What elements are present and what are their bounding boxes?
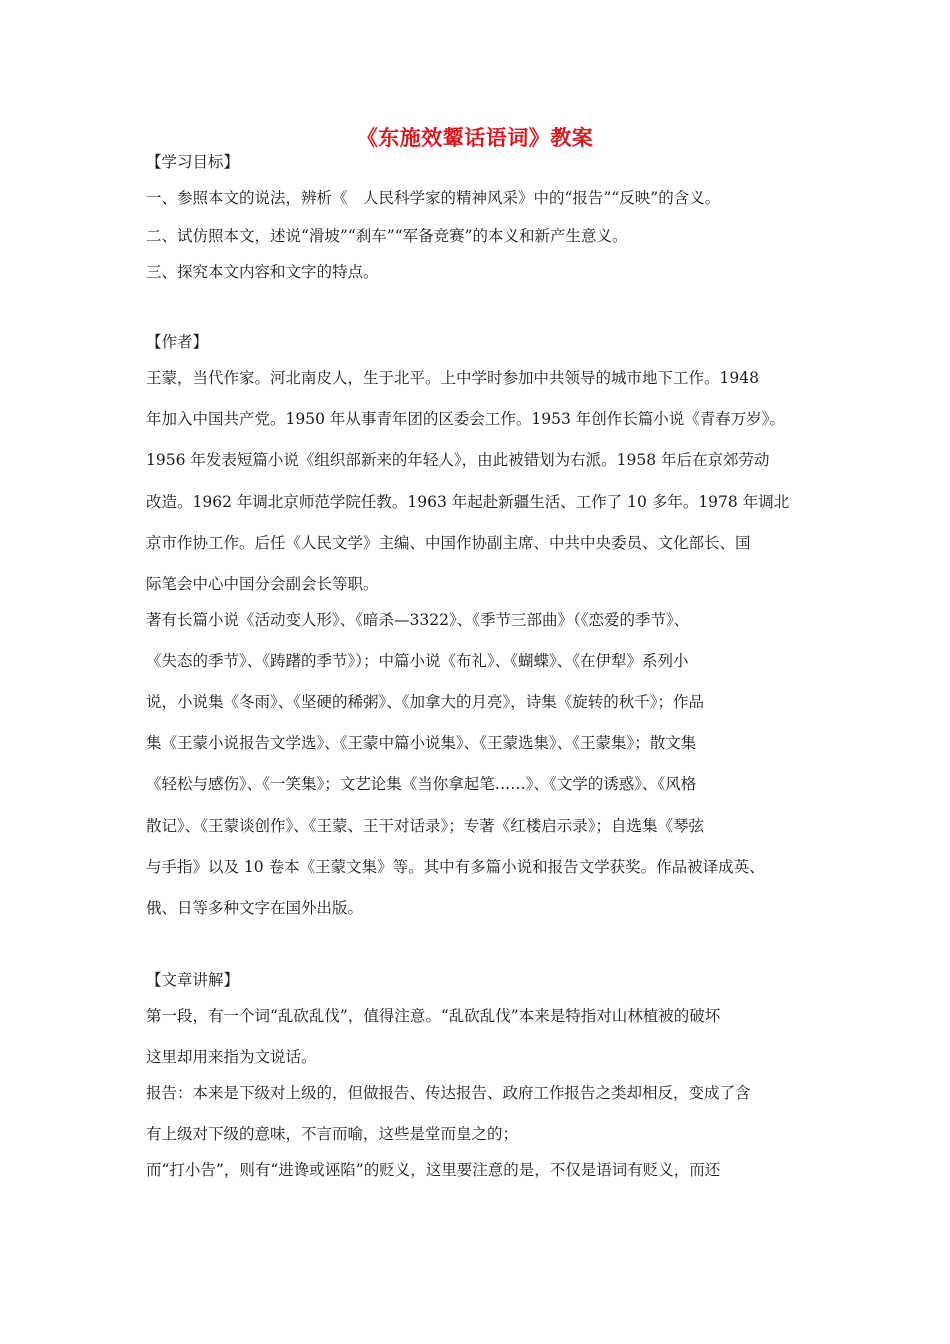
author-line: 《轻松与感伤》、《一笑集》；文艺论集《当你拿起笔……》、《文学的诱惑》、《风格: [146, 775, 697, 793]
author-line: 散记》、《王蒙谈创作》、《王蒙、王干对话录》；专著《红楼启示录》；自选集《琴弦: [146, 817, 705, 835]
explanation-line: 这里却用来指为文说话。: [146, 1048, 317, 1066]
explanation-line: 第一段，有一个词“乱砍乱伐”，值得注意。“乱砍乱伐”本来是特指对山林植被的破坏: [146, 1007, 721, 1025]
author-line: 改造。1962 年调北京师范学院任教。1963 年起赴新疆生活、工作了 10 多年。1978 年调北: [146, 493, 790, 511]
goals-line: 一、参照本文的说法，辨析《 人民科学家的精神风采》中的“报告”“反映”的含义。: [146, 189, 721, 207]
goals-heading: 【学习目标】: [146, 153, 240, 171]
explanation-line: 报告：本来是下级对上级的，但做报告、传达报告、政府工作报告之类却相反，变成了含: [146, 1084, 751, 1102]
explanation-line: 而“打小告”，则有“进谗或诬陷”的贬义，这里要注意的是，不仅是语词有贬义，而还: [146, 1161, 721, 1179]
author-line: 集《王蒙小说报告文学选》、《王蒙中篇小说集》、《王蒙选集》、《王蒙集》；散文集: [146, 734, 697, 752]
author-line: 与手指》以及 10 卷本《王蒙文集》等。其中有多篇小说和报告文学获奖。作品被译成英、: [146, 858, 765, 876]
author-line: 说，小说集《冬雨》、《坚硬的稀粥》、《加拿大的月亮》，诗集《旋转的秋千》；作品: [146, 693, 705, 711]
goals-line: 二、试仿照本文，述说“滑坡”“刹车”“军备竞赛”的本义和新产生意义。: [146, 227, 628, 245]
author-heading: 【作者】: [146, 333, 209, 351]
goals-line: 三、探究本文内容和文字的特点。: [146, 263, 379, 281]
author-line: 王蒙，当代作家。河北南皮人，生于北平。上中学时参加中共领导的城市地下工作。1948: [146, 369, 759, 387]
author-line: 际笔会中心中国分会副会长等职。: [146, 575, 379, 593]
author-line: 著有长篇小说《活动变人形》、《暗杀—3322》、《季节三部曲》（《恋爱的季节》、: [146, 611, 690, 629]
author-line: 年加入中国共产党。1950 年从事青年团的区委会工作。1953 年创作长篇小说《青春万岁》。: [146, 410, 785, 428]
author-line: 《失态的季节》、《踌躇的季节》）；中篇小说《布礼》、《蝴蝶》、《在伊犁》系列小: [146, 652, 689, 670]
author-line: 1956 年发表短篇小说《组织部新来的年轻人》，由此被错划为右派。1958 年后在京郊劳动: [146, 451, 770, 469]
author-line: 京市作协工作。后任《人民文学》主编、中国作协副主席、中共中央委员、文化部长、国: [146, 534, 751, 552]
author-line: 俄、日等多种文字在国外出版。: [146, 899, 364, 917]
document-title: 《东施效颦话语词》教案: [356, 125, 594, 150]
explanation-line: 有上级对下级的意味，不言而喻，这些是堂而皇之的；: [146, 1125, 519, 1143]
explanation-heading: 【文章讲解】: [146, 971, 240, 989]
